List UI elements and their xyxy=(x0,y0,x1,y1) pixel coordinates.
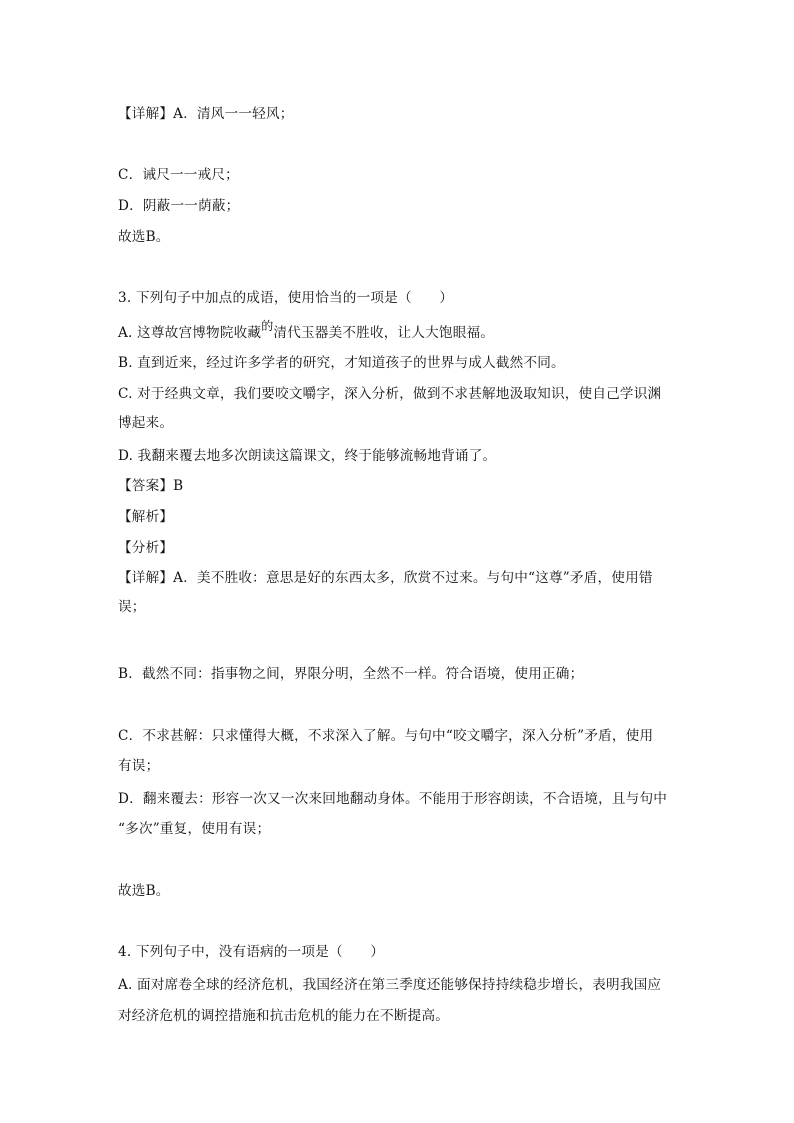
option-c-continued: 博起来。 xyxy=(118,415,174,431)
analysis-header: 【解析】 xyxy=(118,509,174,525)
detail-line: “多次”重复，使用有误； xyxy=(118,821,271,837)
option-d: D. 我翻来覆去地多次朗读这篇课文，终于能够流畅地背诵了。 xyxy=(118,448,497,464)
option-a-text-1: A. 这尊故宫博物院收藏 xyxy=(118,325,262,341)
conclusion-line: 故选B。 xyxy=(118,229,170,245)
detail-line: D．翻来覆去：形容一次又一次来回地翻动身体。不能用于形容朗读，不合语境，且与句中 xyxy=(118,791,668,807)
option-a: A. 面对席卷全球的经济危机，我国经济在第三季度还能够保持持续稳步增长，表明我国应 xyxy=(118,977,662,993)
option-a xyxy=(118,319,495,343)
explanation-line: D．阴蔽一一荫蔽； xyxy=(118,198,240,214)
conclusion-line: 故选B。 xyxy=(118,883,170,899)
answer-line: 【答案】B xyxy=(118,478,184,494)
option-a-superscript: 的 xyxy=(261,319,274,333)
detail-line: B．截然不同：指事物之间，界限分明，全然不一样。符合语境，使用正确； xyxy=(118,666,584,682)
detail-line: 【详解】A．美不胜收：意思是好的东西太多，欣赏不过来。与句中“这尊”矛盾，使用错 xyxy=(118,570,653,586)
explanation-line: 【详解】A．清风一一轻风； xyxy=(118,106,294,122)
detail-line: C．不求甚解：只求懂得大概，不求深入了解。与句中“咬文嚼字，深入分析”矛盾，使用 xyxy=(118,728,654,744)
question-4-stem: 4. 下列句子中，没有语病的一项是（ ） xyxy=(118,944,385,960)
option-a-text-2: 清代玉器美不胜收，让人大饱眼福。 xyxy=(273,325,495,341)
option-b: B. 直到近来，经过许多学者的研究，才知道孩子的世界与成人截然不同。 xyxy=(118,355,565,371)
question-3-stem: 3. 下列句子中加点的成语，使用恰当的一项是（ ） xyxy=(118,290,454,306)
explanation-line: C．诫尺一一戒尺； xyxy=(118,167,239,183)
option-c: C. 对于经典文章，我们要咬文嚼字，深入分析，做到不求甚解地汲取知识，使自己学识渊 xyxy=(118,386,662,402)
detail-line: 有误； xyxy=(118,758,160,774)
analysis-subheader: 【分析】 xyxy=(118,540,174,556)
option-a-continued: 对经济危机的调控措施和抗击危机的能力在不断提高。 xyxy=(118,1008,450,1024)
detail-line: 误； xyxy=(118,599,146,615)
